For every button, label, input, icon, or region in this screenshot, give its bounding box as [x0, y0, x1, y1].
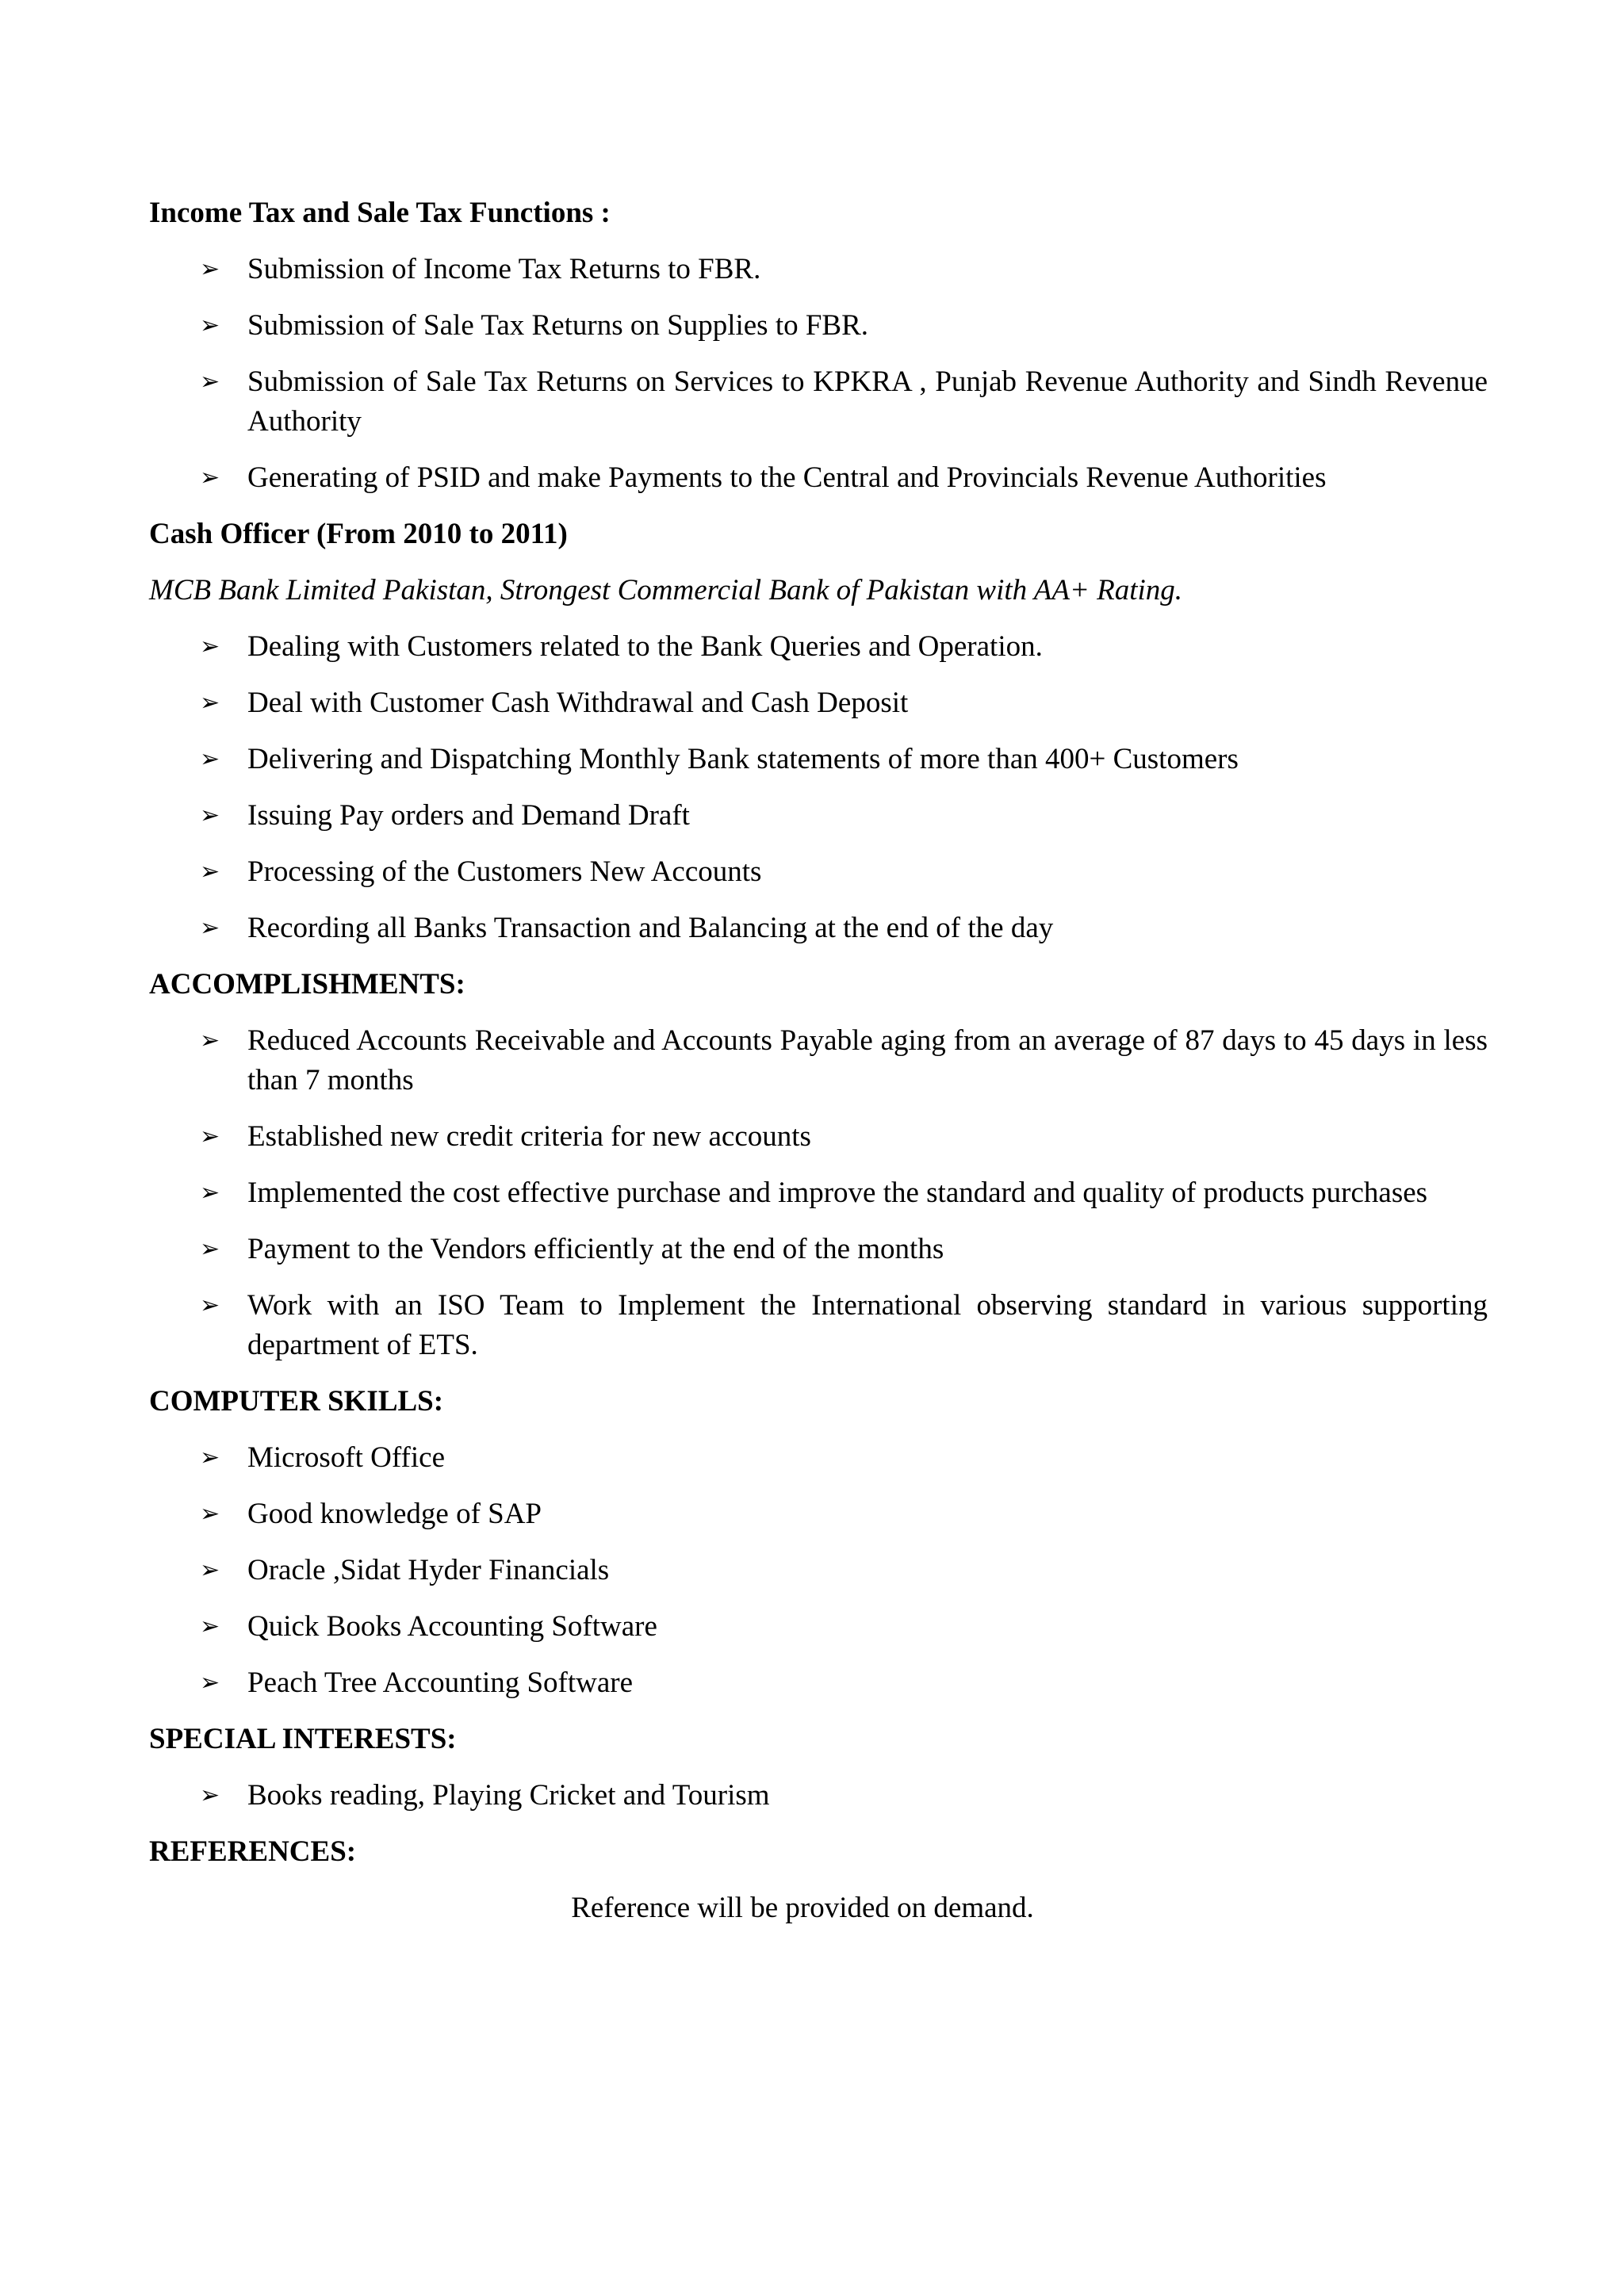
arrowhead-right-icon: ➢: [200, 1613, 220, 1640]
list-item: ➢ Submission of Sale Tax Returns on Services to KPKRA , Punjab Revenue Authority and Sindh Revenue Authority: [149, 362, 1488, 442]
arrowhead-right-icon: ➢: [200, 1669, 220, 1697]
arrowhead-right-icon: ➢: [200, 1123, 220, 1150]
section-heading: Income Tax and Sale Tax Functions :: [149, 197, 611, 229]
section-tax-functions: [149, 193, 1488, 498]
arrowhead-right-icon: ➢: [200, 1292, 220, 1319]
list-item: ➢ Oracle ,Sidat Hyder Financials: [149, 1551, 1488, 1590]
arrowhead-right-icon: ➢: [200, 1556, 220, 1584]
list-item: ➢ Books reading, Playing Cricket and Tourism: [149, 1776, 1488, 1816]
list-item: ➢ Work with an ISO Team to Implement the International observing standard in various supporting department of ETS.: [149, 1286, 1488, 1365]
section-heading: Cash Officer (From 2010 to 2011): [149, 518, 568, 550]
arrowhead-right-icon: ➢: [200, 858, 220, 886]
section-accomplishments: [149, 965, 1488, 1365]
arrowhead-right-icon: ➢: [200, 312, 220, 339]
list-item: ➢ Recording all Banks Transaction and Balancing at the end of the day: [149, 909, 1488, 948]
arrowhead-right-icon: ➢: [200, 1027, 220, 1054]
bullet-list: [149, 1438, 1488, 1703]
arrowhead-right-icon: ➢: [200, 914, 220, 942]
arrowhead-right-icon: ➢: [200, 464, 220, 492]
resume-page: [149, 193, 1488, 1928]
section-heading: SPECIAL INTERESTS:: [149, 1723, 457, 1755]
arrowhead-right-icon: ➢: [200, 1444, 220, 1471]
section-references: [149, 1832, 1488, 1928]
arrowhead-right-icon: ➢: [200, 1781, 220, 1809]
bullet-list: [149, 1021, 1488, 1365]
list-item: ➢ Quick Books Accounting Software: [149, 1607, 1488, 1647]
arrowhead-right-icon: ➢: [200, 802, 220, 829]
section-heading: ACCOMPLISHMENTS:: [149, 968, 465, 1001]
employer-subtitle: MCB Bank Limited Pakistan, Strongest Commercial Bank of Pakistan with AA+ Rating.: [149, 574, 1183, 607]
list-item: ➢ Implemented the cost effective purchase and improve the standard and quality of products purchases: [149, 1173, 1488, 1213]
section-cash-officer: [149, 515, 1488, 948]
arrowhead-right-icon: ➢: [200, 689, 220, 717]
list-item: ➢ Deal with Customer Cash Withdrawal and Cash Deposit: [149, 683, 1488, 723]
bullet-list: [149, 1776, 1488, 1816]
list-item: ➢ Established new credit criteria for new accounts: [149, 1117, 1488, 1157]
list-item: ➢ Good knowledge of SAP: [149, 1494, 1488, 1534]
section-computer-skills: [149, 1382, 1488, 1703]
list-item: ➢ Payment to the Vendors efficiently at the end of the months: [149, 1230, 1488, 1269]
arrowhead-right-icon: ➢: [200, 633, 220, 660]
arrowhead-right-icon: ➢: [200, 745, 220, 773]
arrowhead-right-icon: ➢: [200, 1500, 220, 1528]
arrowhead-right-icon: ➢: [200, 1179, 220, 1207]
arrowhead-right-icon: ➢: [200, 368, 220, 396]
arrowhead-right-icon: ➢: [200, 1235, 220, 1263]
bullet-list: [149, 250, 1488, 498]
list-item: ➢ Issuing Pay orders and Demand Draft: [149, 796, 1488, 836]
section-special-interests: [149, 1720, 1488, 1816]
list-item: ➢ Dealing with Customers related to the Bank Queries and Operation.: [149, 627, 1488, 667]
bullet-list: [149, 627, 1488, 948]
list-item: ➢ Delivering and Dispatching Monthly Bank statements of more than 400+ Customers: [149, 740, 1488, 779]
list-item: ➢ Processing of the Customers New Accounts: [149, 852, 1488, 892]
section-heading: REFERENCES:: [149, 1835, 357, 1868]
list-item: ➢ Peach Tree Accounting Software: [149, 1663, 1488, 1703]
list-item: ➢ Generating of PSID and make Payments to the Central and Provincials Revenue Authorities: [149, 458, 1488, 498]
section-heading: COMPUTER SKILLS:: [149, 1385, 444, 1418]
list-item: ➢ Submission of Sale Tax Returns on Supplies to FBR.: [149, 306, 1488, 346]
list-item: ➢ Submission of Income Tax Returns to FBR.: [149, 250, 1488, 289]
list-item: ➢ Reduced Accounts Receivable and Accounts Payable aging from an average of 87 days to 45 days in less than 7 months: [149, 1021, 1488, 1100]
list-item: ➢ Microsoft Office: [149, 1438, 1488, 1478]
references-text: Reference will be provided on demand.: [571, 1892, 1034, 1924]
arrowhead-right-icon: ➢: [200, 255, 220, 283]
